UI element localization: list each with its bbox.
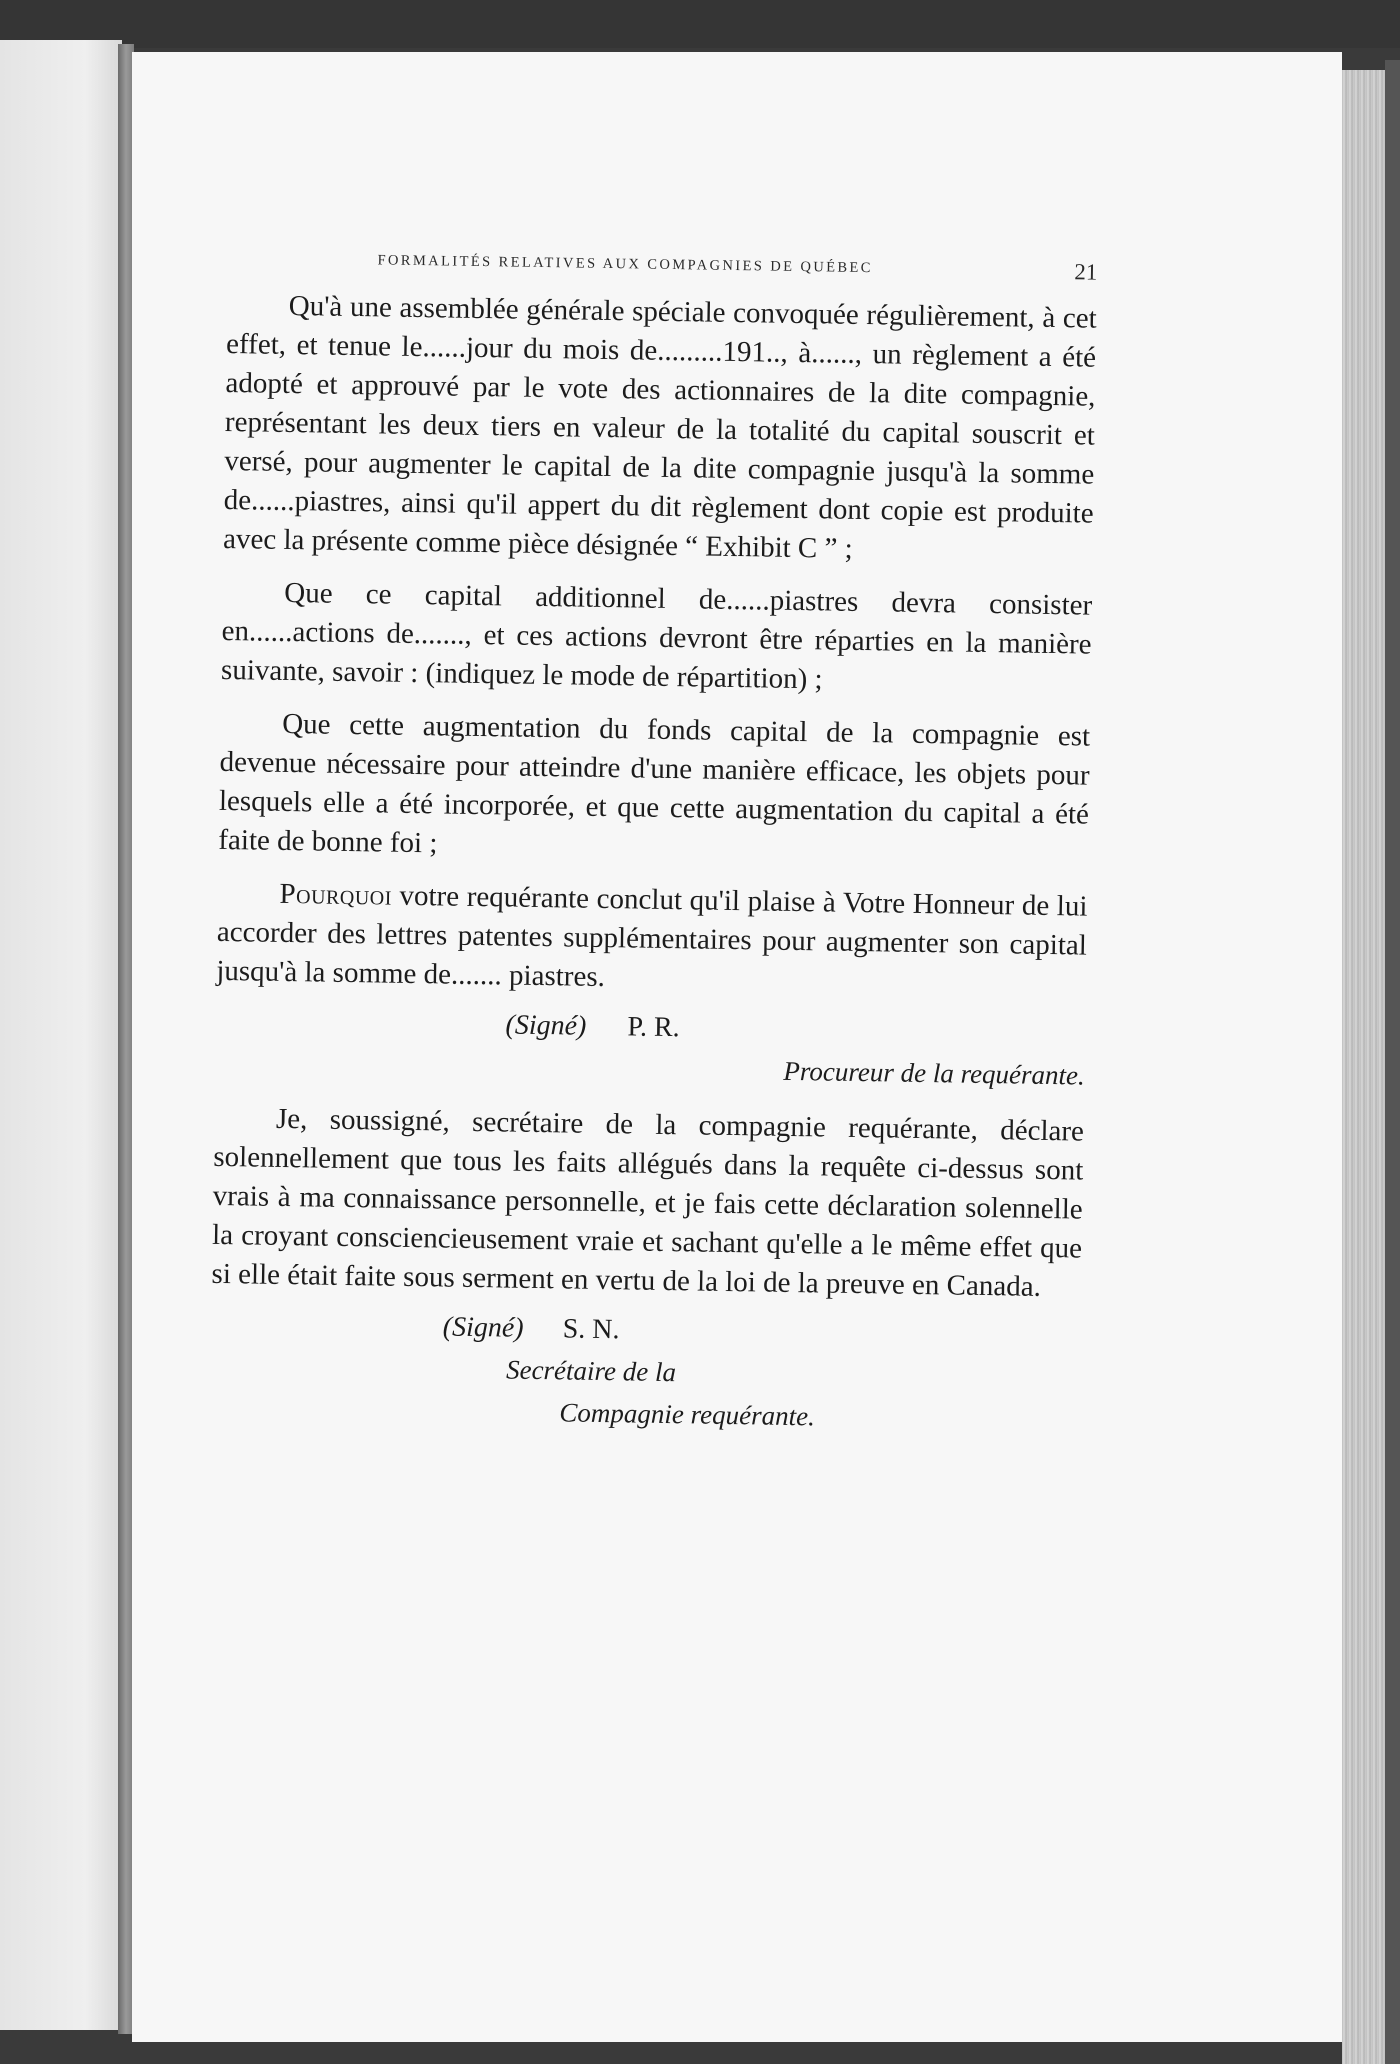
page-number: 21: [1074, 259, 1098, 285]
attorney-initials: P. R.: [627, 1011, 680, 1044]
paragraph-assembly: Qu'à une assemblée générale spéciale convoquée régulièrement, à cet effet, et tenue le......jour du mois de.........191.., à......, un règlement a été adopté et approuvé par le vote des actionnaires de la dite compagnie, représentant les deux tiers en valeur de la totalité du capital souscrit et versé, pour augmenter le capital de la dite compagnie jusqu'à la somme de......piastres, ainsi qu'il appert du dit règlement dont copie est produite avec la présente comme pièce désignée “ Exhibit C ” ;: [222, 289, 1097, 565]
paragraph-necessity: Que cette augmentation du fonds capital de la compagnie est devenue nécessaire pour atteindre d'une manière efficace, les objets pour lesquels elle a été incorporée, et que cette augmentation du capital a été faite de bonne foi ;: [218, 707, 1091, 860]
secretary-role-text-2: Compagnie requérante.: [559, 1397, 816, 1432]
secretary-initials: S. N.: [562, 1313, 620, 1346]
conclusion-lead: Pourquoi: [279, 877, 393, 912]
signed-label: (Signé): [442, 1311, 524, 1344]
signed-label: (Signé): [505, 1009, 587, 1042]
running-head: FORMALITÉS RELATIVES AUX COMPAGNIES DE QUÉBEC: [377, 252, 873, 277]
paragraph-declaration: Je, soussigné, secrétaire de la compagnie requérante, déclare solennellement que tous les faits allégués dans la requête ci-dessus sont vrais à ma connaissance personnelle, et je fais cette déclaration solennelle la croyant consciencieusement vraie et sachant qu'elle a le même effet que si elle était faite sous serment en vertu de la loi de la preuve en Canada.: [211, 1102, 1085, 1303]
facing-page: [0, 40, 122, 2030]
page-text: [209, 228, 1098, 1448]
attorney-role-text: Procureur de la requérante.: [783, 1055, 1086, 1091]
secretary-role-text-1: Secrétaire de la: [505, 1354, 677, 1388]
scan-background-right: [1385, 60, 1400, 2064]
paragraph-conclusion: [216, 874, 1088, 1005]
conclusion-text: votre requérante conclut qu'il plaise à Votre Honneur de lui accorder des lettres patentes supplémentaires pour augmenter son capital jusqu'à la somme de....... piastres.: [216, 879, 1088, 994]
scan-background-top: [0, 0, 1400, 48]
paragraph-capital: Que ce capital additionnel de......piastres devra consister en......actions de......., et ces actions devront être réparties en la manière suivante, savoir : (indiquez le mode de répartition) ;: [220, 576, 1093, 696]
